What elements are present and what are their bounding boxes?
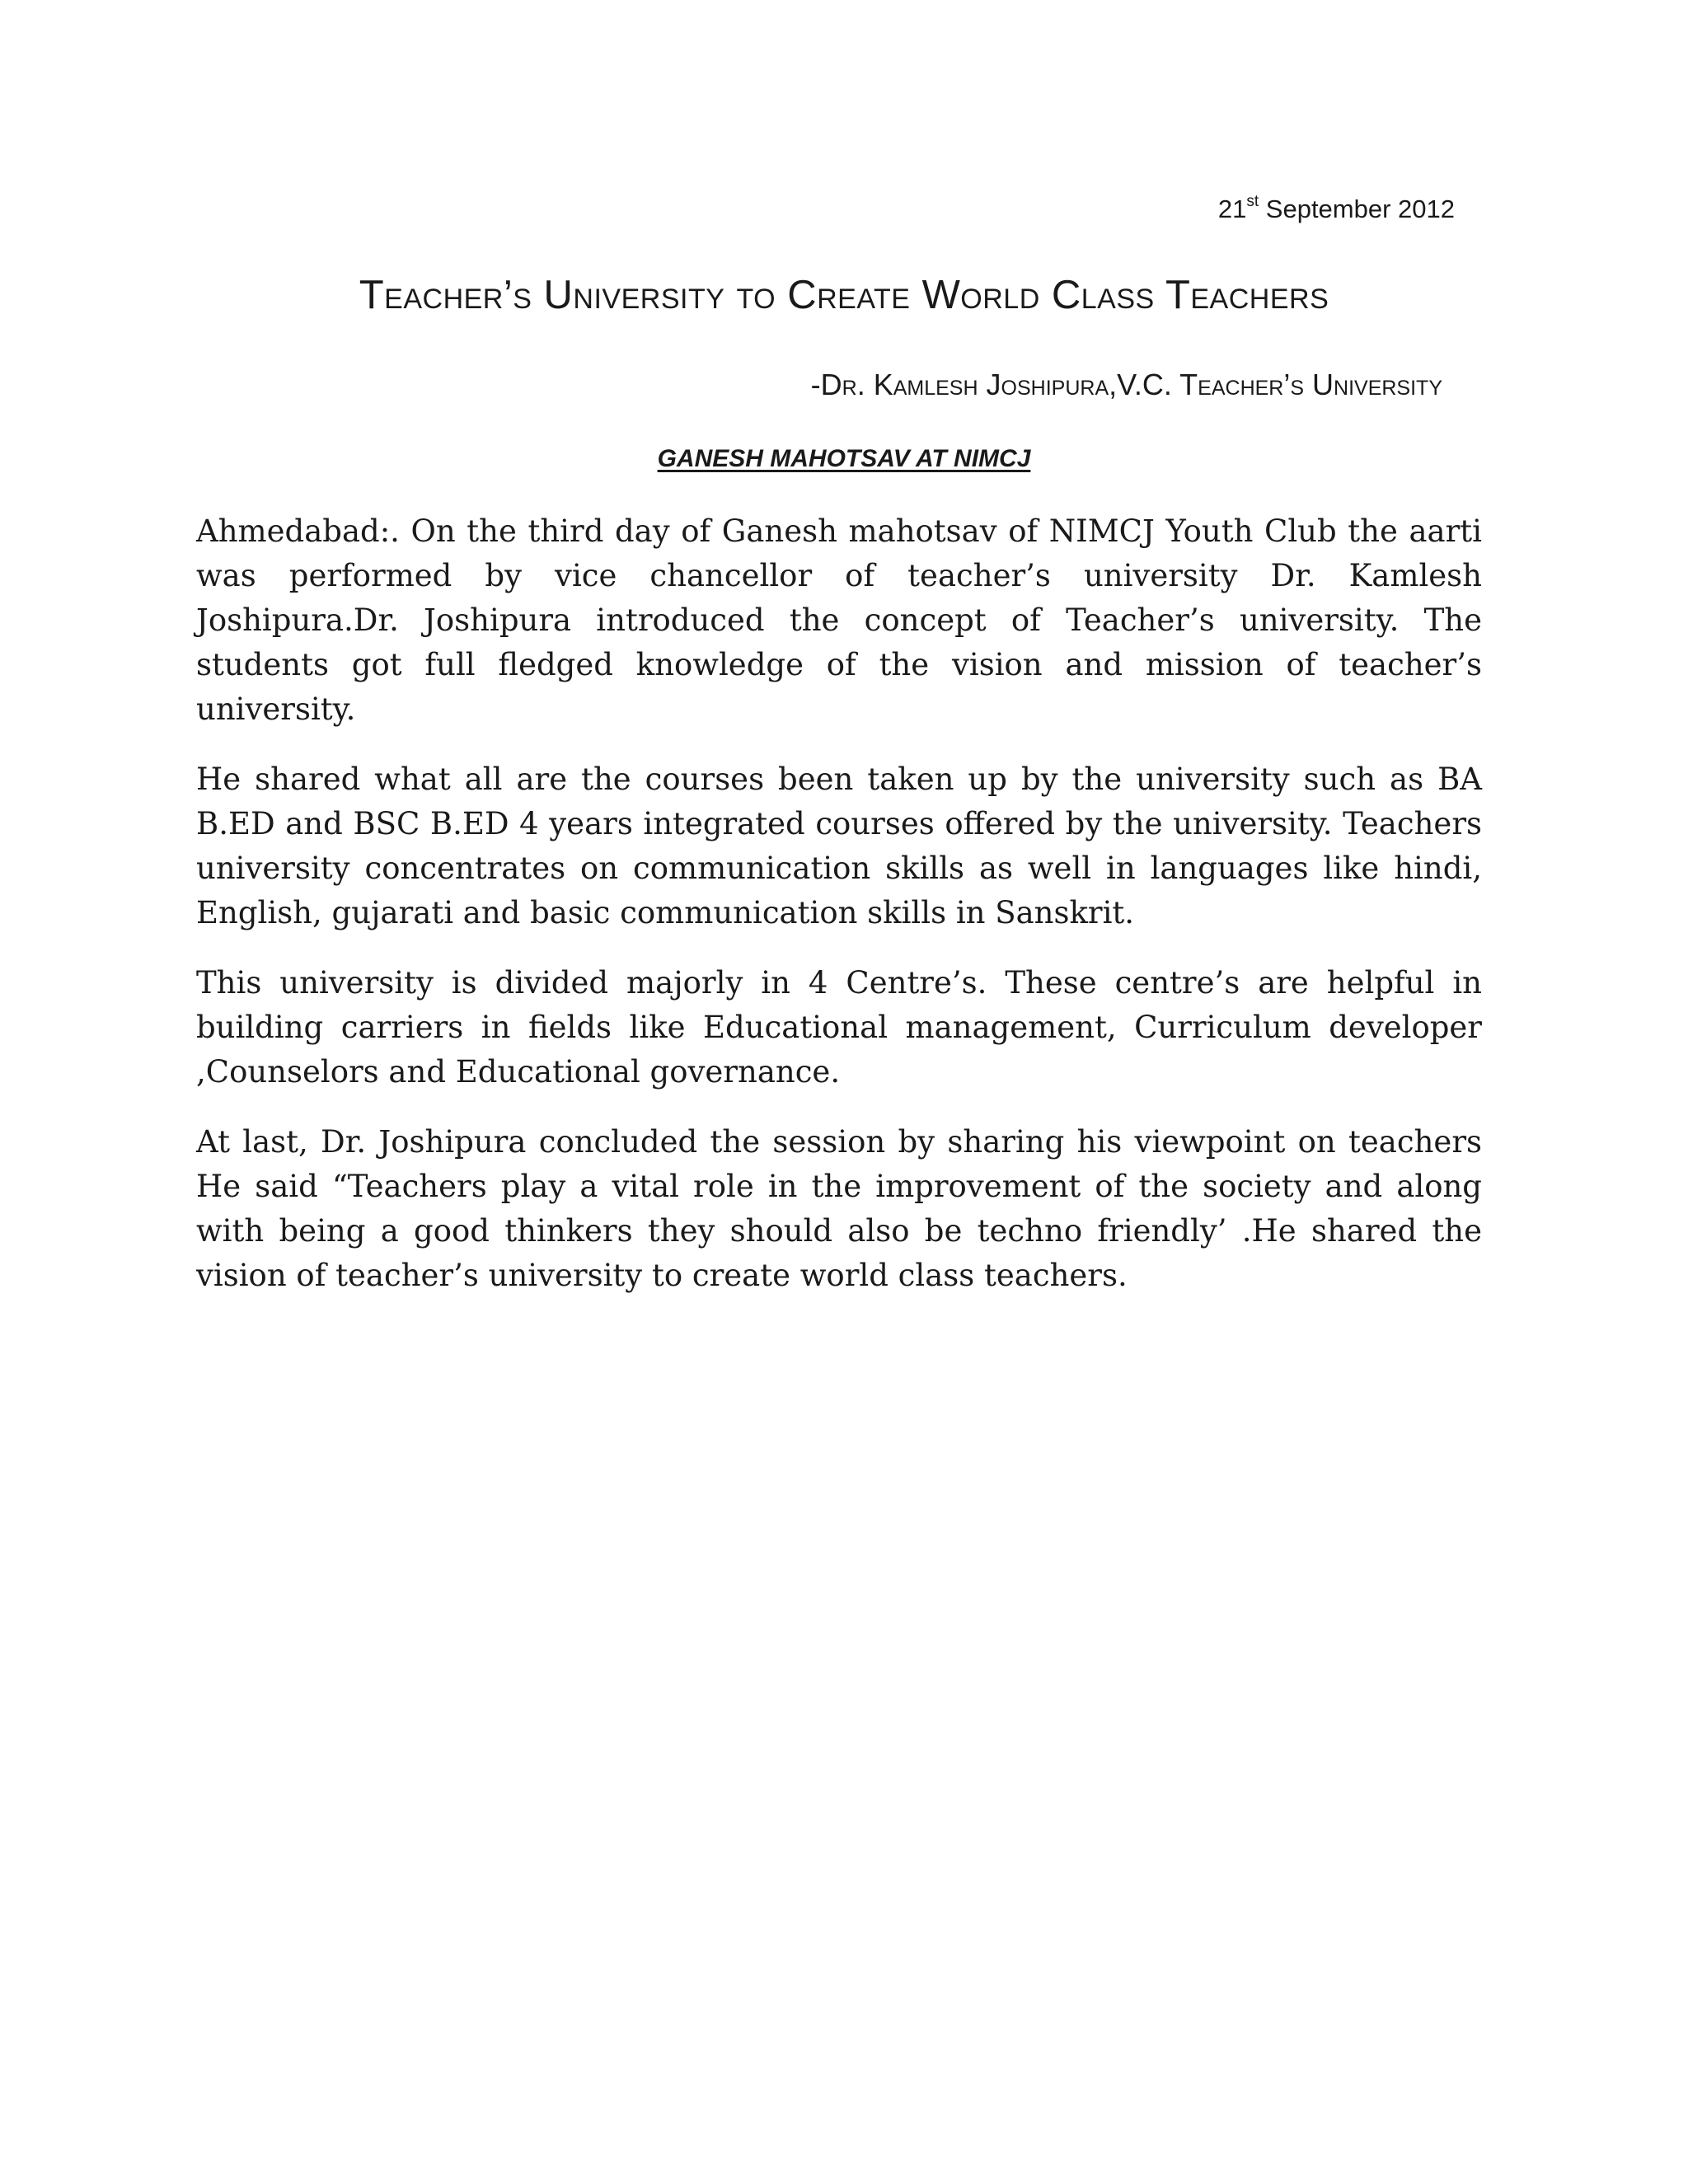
body-paragraph: Ahmedabad:. On the third day of Ganesh mahotsav of NIMCJ Youth Club the aarti was performed by vice chancellor of teacher’s university Dr. Kamlesh Joshipura.Dr. Joshipura introduced the concept of Teacher’s university. The students got full fledged knowledge of the vision and mission of teacher’s university. — [196, 513, 1482, 727]
date-day: 21 — [1217, 194, 1247, 223]
document-date — [1218, 194, 1455, 224]
document-subheading: GANESH MAHOTSAV AT NIMCJ — [657, 445, 1031, 472]
document-body — [196, 509, 1482, 1324]
body-paragraph: He shared what all are the courses been taken up by the university such as BA B.ED and BSC B.ED 4 years integrated courses offered by the university. Teachers university concentrates on communication skills as well in languages like hindi, English, gujarati and basic communication skills in Sanskrit. — [196, 762, 1482, 930]
date-suffix: st — [1246, 193, 1259, 210]
date-month-year: September 2012 — [1265, 194, 1455, 223]
document-byline: -Dr. Kamlesh Joshipura,V.C. Teacher’s University — [810, 368, 1442, 401]
body-paragraph: At last, Dr. Joshipura concluded the session by sharing his viewpoint on teachers He said “Teachers play a vital role in the improvement of the society and along with being a good thinkers they should also be techno friendly’ .He shared the vision of teacher’s university to create world class teachers. — [196, 1124, 1482, 1293]
body-paragraph: This university is divided majorly in 4 Centre’s. These centre’s are helpful in building carriers in fields like Educational management, Curriculum developer ,Counselors and Educational governance. — [196, 965, 1482, 1090]
document-title: Teacher’s University to Create World Class Teachers — [359, 273, 1329, 317]
